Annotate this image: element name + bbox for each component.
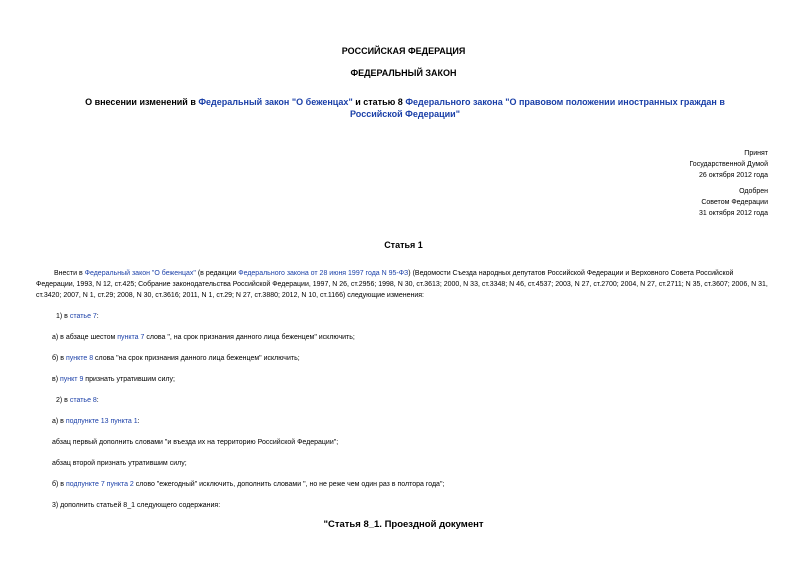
item-2a-text-end: : [137,418,140,425]
adopted-date: 26 октября 2012 года [699,172,768,179]
item-2b-text-end: слово "ежегодный" исключить, дополнить словами ", но не реже чем один раз в полтора года"; [133,481,445,488]
intro-text-3: ) (Ведомости Съезда народных депутатов Российской Федерации и Верховного Совета Российской Федерации, 1993, N 12, ст.425; Собрание законодательства Российской Федерации, 1997, N 26, ст.2956; 1998, N 30, ст.3613; 2000, N 33, ст.3348; N 46, ст.4537; 2003, N 27, ст.2700; 2004, N 27, ст.2711; N 35, ст.3607; 2006, N 31, ст.3420; 2007, N 1, ст.29; 2008, N 30, ст.3616; 2011, N 1, ст.29; N 27, ст.3880; 2012, N 10, ст.1166) следующие изменения: [36,270,768,299]
link-point-7[interactable]: пункта 7 [117,334,145,341]
item-1c-text: в) [52,376,60,383]
link-point-9[interactable]: пункт 9 [60,376,84,383]
link-article-8[interactable]: статье 8 [69,397,97,404]
link-foreign-citizens-law[interactable]: Федерального закона "О правовом положении иностранных граждан в Российской Федерации" [350,97,725,119]
item-1-text: 1) в [56,313,70,320]
approved-block [699,186,768,219]
link-refugees-law-2[interactable]: Федеральный закон "О беженцах" [84,270,196,277]
item-1a-text-end: слова ", на срок признания данного лица беженцем" исключить; [144,334,355,341]
item-2a-text: а) в [52,418,66,425]
link-refugees-law[interactable]: Федеральный закон "О беженцах" [198,97,353,107]
link-subpoint-13-point-1[interactable]: подпункте 13 пункта 1 [65,418,138,425]
item-1b [52,353,767,364]
item-2a-para1: абзац первый дополнить словами "и въезда их на территорию Российской Федерации"; [52,439,339,446]
intro-text-1: Внести в [54,270,85,277]
title-text-1: О внесении изменений в [85,97,199,107]
item-1c [52,374,767,385]
intro-text-2: (в редакции [195,270,239,277]
item-1b-text-end: слова "на срок признания данного лица беженцем" исключить; [93,355,300,362]
item-2-text-end: : [96,397,99,404]
link-law-95fz[interactable]: Федерального закона от 28 июня 1997 года N 95-ФЗ [238,270,409,277]
adopted-by: Государственной Думой [689,161,768,168]
item-2a-para2: абзац второй признать утратившим силу; [52,460,187,467]
article-1-heading: Статья 1 [384,240,423,250]
adopted-label: Принят [744,150,768,157]
adopted-block [689,148,768,181]
link-point-8[interactable]: пункте 8 [65,355,94,362]
item-3: 3) дополнить статьей 8_1 следующего содержания: [52,502,221,509]
header-law-type: ФЕДЕРАЛЬНЫЙ ЗАКОН [350,68,457,78]
item-2 [56,395,771,406]
document-title [60,96,750,120]
header-country: РОССИЙСКАЯ ФЕДЕРАЦИЯ [341,46,466,56]
item-1c-text-end: признать утратившим силу; [83,376,175,383]
item-1a [52,332,767,343]
article-8-1-heading: "Статья 8_1. Проездной документ [323,519,484,530]
item-1-text-end: : [96,313,99,320]
intro-paragraph [36,268,772,301]
approved-by: Советом Федерации [701,199,768,206]
item-2a [52,416,767,427]
title-text-2: и статью 8 [352,97,406,107]
approved-label: Одобрен [739,188,768,195]
link-article-7[interactable]: статье 7 [69,313,97,320]
item-1b-text: б) в [52,355,66,362]
item-2b [52,479,767,490]
item-1 [56,311,771,322]
item-1a-text: а) в абзаце шестом [52,334,118,341]
item-2-text: 2) в [56,397,70,404]
item-2b-text: б) в [52,481,66,488]
approved-date: 31 октября 2012 года [699,210,768,217]
link-subpoint-7-point-2[interactable]: подпункте 7 пункта 2 [65,481,134,488]
